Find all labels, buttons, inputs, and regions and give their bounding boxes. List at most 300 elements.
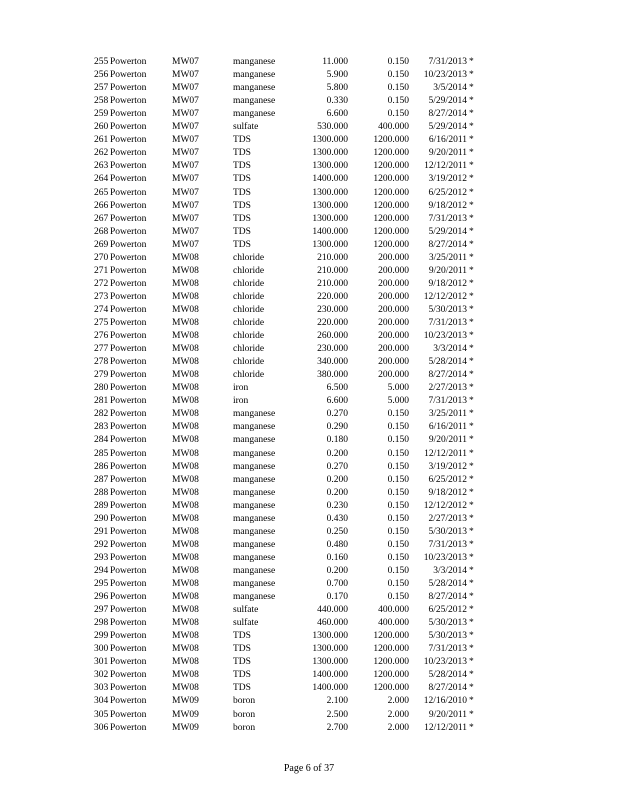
- record-id: 293: [94, 552, 109, 563]
- well-id: MW08: [172, 344, 199, 355]
- exceedance-flag: *: [469, 683, 474, 694]
- parameter-name: TDS: [233, 213, 251, 224]
- standard-limit: 1200.000: [373, 657, 409, 668]
- table-row: [0, 239, 618, 252]
- table-row: [0, 213, 618, 226]
- exceedance-flag: *: [469, 109, 474, 120]
- record-id: 292: [94, 539, 109, 550]
- standard-limit: 400.000: [378, 605, 409, 616]
- well-id: MW07: [172, 83, 199, 94]
- table-row: [0, 369, 618, 382]
- result-value: 1300.000: [312, 213, 348, 224]
- parameter-name: manganese: [233, 500, 276, 511]
- standard-limit: 1200.000: [373, 644, 409, 655]
- well-id: MW08: [172, 618, 199, 629]
- sample-date: 12/12/2011: [424, 448, 467, 459]
- well-id: MW08: [172, 487, 199, 498]
- record-id: 258: [94, 96, 109, 107]
- exceedance-flag: *: [469, 318, 474, 328]
- exceedance-flag: *: [469, 448, 474, 459]
- parameter-name: manganese: [233, 461, 276, 472]
- record-id: 273: [94, 291, 109, 302]
- parameter-name: TDS: [233, 239, 251, 250]
- site-name: Powerton: [110, 435, 147, 446]
- site-name: Powerton: [110, 513, 147, 524]
- parameter-name: chloride: [233, 331, 265, 342]
- site-name: Powerton: [110, 579, 147, 589]
- exceedance-flag: *: [469, 357, 474, 368]
- parameter-name: manganese: [233, 57, 276, 67]
- well-id: MW08: [172, 331, 199, 342]
- sample-date: 5/30/2013: [428, 631, 467, 642]
- result-value: 6.600: [326, 396, 348, 407]
- parameter-name: TDS: [233, 683, 251, 694]
- record-id: 285: [94, 448, 109, 459]
- record-id: 295: [94, 579, 109, 589]
- record-id: 269: [94, 239, 109, 250]
- standard-limit: 0.150: [387, 57, 409, 67]
- well-id: MW08: [172, 252, 199, 263]
- record-id: 283: [94, 422, 109, 433]
- result-value: 6.500: [326, 383, 348, 394]
- well-id: MW08: [172, 670, 199, 681]
- standard-limit: 200.000: [378, 331, 409, 342]
- table-row: [0, 317, 618, 330]
- record-id: 260: [94, 122, 109, 133]
- exceedance-flag: *: [469, 409, 474, 420]
- record-id: 262: [94, 148, 109, 159]
- sample-date: 5/29/2014: [428, 96, 467, 107]
- site-name: Powerton: [110, 500, 147, 511]
- standard-limit: 1200.000: [373, 631, 409, 642]
- well-id: MW07: [172, 161, 199, 172]
- result-value: 0.170: [326, 592, 348, 603]
- result-value: 0.250: [326, 526, 348, 537]
- sample-date: 10/23/2013: [423, 552, 467, 563]
- well-id: MW07: [172, 70, 199, 81]
- parameter-name: manganese: [233, 552, 276, 563]
- result-value: 6.600: [326, 109, 348, 120]
- sample-date: 9/18/2012: [428, 200, 467, 211]
- exceedance-flag: *: [469, 722, 474, 733]
- sample-date: 6/25/2012: [428, 474, 467, 485]
- table-row: [0, 500, 618, 513]
- table-row: [0, 630, 618, 643]
- table-row: [0, 173, 618, 186]
- record-id: 302: [94, 670, 109, 681]
- table-row: [0, 304, 618, 317]
- record-id: 263: [94, 161, 109, 172]
- site-name: Powerton: [110, 670, 147, 681]
- exceedance-flag: *: [469, 579, 474, 589]
- table-row: [0, 95, 618, 108]
- result-value: 230.000: [317, 344, 348, 355]
- sample-date: 3/5/2014: [433, 83, 467, 94]
- site-name: Powerton: [110, 552, 147, 563]
- result-value: 210.000: [317, 265, 348, 276]
- result-value: 11.000: [322, 57, 348, 67]
- sample-date: 12/12/2012: [423, 291, 467, 302]
- result-value: 0.180: [326, 435, 348, 446]
- parameter-name: TDS: [233, 657, 251, 668]
- site-name: Powerton: [110, 383, 147, 394]
- parameter-name: TDS: [233, 631, 251, 642]
- table-row: [0, 160, 618, 173]
- record-id: 304: [94, 696, 109, 707]
- record-id: 303: [94, 683, 109, 694]
- result-value: 1300.000: [312, 644, 348, 655]
- record-id: 299: [94, 631, 109, 642]
- site-name: Powerton: [110, 187, 147, 198]
- table-row: [0, 226, 618, 239]
- record-id: 291: [94, 526, 109, 537]
- site-name: Powerton: [110, 174, 147, 185]
- site-name: Powerton: [110, 200, 147, 211]
- standard-limit: 400.000: [378, 618, 409, 629]
- result-value: 1400.000: [312, 226, 348, 237]
- well-id: MW07: [172, 239, 199, 250]
- site-name: Powerton: [110, 304, 147, 315]
- site-name: Powerton: [110, 213, 147, 224]
- well-id: MW08: [172, 552, 199, 563]
- parameter-name: TDS: [233, 644, 251, 655]
- parameter-name: manganese: [233, 526, 276, 537]
- site-name: Powerton: [110, 70, 147, 81]
- exceedance-flag: *: [469, 278, 474, 289]
- exceedance-flag: *: [469, 83, 474, 94]
- exceedance-flag: *: [469, 135, 474, 146]
- table-row: [0, 578, 618, 591]
- standard-limit: 1200.000: [373, 213, 409, 224]
- well-id: MW08: [172, 605, 199, 616]
- exceedance-flag: *: [469, 239, 474, 250]
- result-value: 1400.000: [312, 174, 348, 185]
- parameter-name: chloride: [233, 370, 265, 381]
- well-id: MW08: [172, 409, 199, 420]
- result-value: 460.000: [317, 618, 348, 629]
- exceedance-flag: *: [469, 396, 474, 407]
- table-row: [0, 200, 618, 213]
- exceedance-flag: *: [469, 422, 474, 433]
- exceedance-flag: *: [469, 592, 474, 603]
- exceedance-flag: *: [469, 513, 474, 524]
- site-name: Powerton: [110, 135, 147, 146]
- exceedance-flag: *: [469, 96, 474, 107]
- well-id: MW08: [172, 448, 199, 459]
- well-id: MW07: [172, 213, 199, 224]
- sample-date: 5/29/2014: [428, 226, 467, 237]
- standard-limit: 0.150: [387, 435, 409, 446]
- exceedance-flag: *: [469, 122, 474, 133]
- parameter-name: chloride: [233, 344, 265, 355]
- sample-date: 8/27/2014: [428, 239, 467, 250]
- sample-date: 5/30/2013: [428, 304, 467, 315]
- standard-limit: 0.150: [387, 448, 409, 459]
- record-id: 270: [94, 252, 109, 263]
- table-row: [0, 382, 618, 395]
- record-id: 287: [94, 474, 109, 485]
- sample-date: 12/16/2010: [423, 696, 467, 707]
- table-row: [0, 643, 618, 656]
- well-id: MW08: [172, 592, 199, 603]
- standard-limit: 0.150: [387, 592, 409, 603]
- exceedance-flag: *: [469, 344, 474, 355]
- record-id: 306: [94, 722, 109, 733]
- well-id: MW08: [172, 657, 199, 668]
- table-row: [0, 591, 618, 604]
- sample-date: 5/29/2014: [428, 122, 467, 133]
- standard-limit: 1200.000: [373, 148, 409, 159]
- standard-limit: 1200.000: [373, 200, 409, 211]
- well-id: MW07: [172, 200, 199, 211]
- site-name: Powerton: [110, 631, 147, 642]
- record-id: 279: [94, 370, 109, 381]
- site-name: Powerton: [110, 422, 147, 433]
- table-row: [0, 291, 618, 304]
- sample-date: 9/18/2012: [428, 278, 467, 289]
- well-id: MW08: [172, 579, 199, 589]
- parameter-name: manganese: [233, 409, 276, 420]
- well-id: MW08: [172, 644, 199, 655]
- sample-date: 3/19/2012: [428, 174, 467, 185]
- standard-limit: 0.150: [387, 500, 409, 511]
- sample-date: 12/12/2011: [424, 722, 467, 733]
- record-id: 284: [94, 435, 109, 446]
- sample-date: 5/28/2014: [428, 579, 467, 589]
- sample-date: 7/31/2013: [428, 396, 467, 407]
- result-value: 0.290: [326, 422, 348, 433]
- result-value: 5.900: [326, 70, 348, 81]
- well-id: MW09: [172, 722, 199, 733]
- parameter-name: chloride: [233, 265, 265, 276]
- table-row: [0, 434, 618, 447]
- result-value: 220.000: [317, 291, 348, 302]
- table-row: [0, 695, 618, 708]
- table-row: [0, 278, 618, 291]
- parameter-name: TDS: [233, 187, 251, 198]
- standard-limit: 1200.000: [373, 135, 409, 146]
- well-id: MW08: [172, 539, 199, 550]
- exceedance-flag: *: [469, 383, 474, 394]
- site-name: Powerton: [110, 57, 147, 67]
- table-row: [0, 69, 618, 82]
- table-row: [0, 539, 618, 552]
- well-id: MW07: [172, 122, 199, 133]
- well-id: MW07: [172, 135, 199, 146]
- site-name: Powerton: [110, 526, 147, 537]
- parameter-name: TDS: [233, 148, 251, 159]
- table-row: [0, 82, 618, 95]
- standard-limit: 0.150: [387, 83, 409, 94]
- site-name: Powerton: [110, 96, 147, 107]
- site-name: Powerton: [110, 148, 147, 159]
- sample-date: 9/20/2011: [428, 265, 467, 276]
- standard-limit: 200.000: [378, 370, 409, 381]
- site-name: Powerton: [110, 565, 147, 576]
- standard-limit: 200.000: [378, 291, 409, 302]
- record-id: 274: [94, 304, 109, 315]
- parameter-name: manganese: [233, 592, 276, 603]
- well-id: MW08: [172, 526, 199, 537]
- exceedance-flag: *: [469, 696, 474, 707]
- standard-limit: 200.000: [378, 278, 409, 289]
- record-id: 286: [94, 461, 109, 472]
- result-value: 1400.000: [312, 683, 348, 694]
- standard-limit: 200.000: [378, 265, 409, 276]
- sample-date: 10/23/2013: [423, 70, 467, 81]
- standard-limit: 200.000: [378, 304, 409, 315]
- site-name: Powerton: [110, 252, 147, 263]
- table-row: [0, 552, 618, 565]
- record-id: 271: [94, 265, 109, 276]
- well-id: MW08: [172, 474, 199, 485]
- record-id: 294: [94, 565, 109, 576]
- exceedance-flag: *: [469, 304, 474, 315]
- record-id: 280: [94, 383, 109, 394]
- site-name: Powerton: [110, 448, 147, 459]
- standard-limit: 0.150: [387, 579, 409, 589]
- table-row: [0, 656, 618, 669]
- sample-date: 12/12/2011: [424, 161, 467, 172]
- record-id: 300: [94, 644, 109, 655]
- site-name: Powerton: [110, 109, 147, 120]
- well-id: MW08: [172, 291, 199, 302]
- record-id: 305: [94, 709, 109, 720]
- site-name: Powerton: [110, 83, 147, 94]
- sample-date: 10/23/2013: [423, 331, 467, 342]
- well-id: MW08: [172, 461, 199, 472]
- parameter-name: chloride: [233, 291, 265, 302]
- standard-limit: 0.150: [387, 96, 409, 107]
- page-number: Page 6 of 37: [283, 763, 335, 774]
- table-row: [0, 682, 618, 695]
- site-name: Powerton: [110, 278, 147, 289]
- sample-date: 2/27/2013: [428, 383, 467, 394]
- exceedance-flag: *: [469, 631, 474, 642]
- table-row: [0, 187, 618, 200]
- standard-limit: 0.150: [387, 409, 409, 420]
- well-id: MW08: [172, 422, 199, 433]
- table-row: [0, 265, 618, 278]
- sample-date: 12/12/2012: [423, 500, 467, 511]
- record-id: 257: [94, 83, 109, 94]
- parameter-name: chloride: [233, 318, 265, 328]
- well-id: MW08: [172, 683, 199, 694]
- parameter-name: boron: [233, 696, 256, 707]
- exceedance-flag: *: [469, 213, 474, 224]
- parameter-name: sulfate: [233, 618, 259, 629]
- sample-date: 3/25/2011: [428, 252, 467, 263]
- parameter-name: manganese: [233, 565, 276, 576]
- result-value: 2.500: [326, 709, 348, 720]
- sample-date: 5/28/2014: [428, 357, 467, 368]
- sample-date: 3/25/2011: [428, 409, 467, 420]
- table-row: [0, 709, 618, 722]
- exceedance-flag: *: [469, 552, 474, 563]
- result-value: 1300.000: [312, 239, 348, 250]
- exceedance-flag: *: [469, 174, 474, 185]
- exceedance-flag: *: [469, 148, 474, 159]
- sample-date: 5/30/2013: [428, 618, 467, 629]
- well-id: MW07: [172, 148, 199, 159]
- site-name: Powerton: [110, 357, 147, 368]
- table-row: [0, 513, 618, 526]
- site-name: Powerton: [110, 265, 147, 276]
- result-value: 5.800: [326, 83, 348, 94]
- sample-date: 3/3/2014: [433, 565, 467, 576]
- well-id: MW08: [172, 318, 199, 328]
- exceedance-flag: *: [469, 435, 474, 446]
- exceedance-flag: *: [469, 57, 474, 67]
- site-name: Powerton: [110, 618, 147, 629]
- table-row: [0, 395, 618, 408]
- parameter-name: manganese: [233, 83, 276, 94]
- table-row: [0, 121, 618, 134]
- exceedance-flag: *: [469, 161, 474, 172]
- result-value: 0.200: [326, 448, 348, 459]
- site-name: Powerton: [110, 331, 147, 342]
- parameter-name: manganese: [233, 539, 276, 550]
- parameter-name: chloride: [233, 252, 265, 263]
- parameter-name: TDS: [233, 161, 251, 172]
- record-id: 277: [94, 344, 109, 355]
- table-row: [0, 421, 618, 434]
- result-value: 0.270: [326, 461, 348, 472]
- record-id: 267: [94, 213, 109, 224]
- exceedance-flag: *: [469, 657, 474, 668]
- exceedance-flag: *: [469, 644, 474, 655]
- standard-limit: 2.000: [387, 722, 409, 733]
- sample-date: 5/30/2013: [428, 526, 467, 537]
- exceedance-flag: *: [469, 618, 474, 629]
- well-id: MW07: [172, 174, 199, 185]
- site-name: Powerton: [110, 291, 147, 302]
- exceedance-flag: *: [469, 539, 474, 550]
- result-value: 0.230: [326, 500, 348, 511]
- sample-date: 5/28/2014: [428, 670, 467, 681]
- parameter-name: manganese: [233, 448, 276, 459]
- record-id: 282: [94, 409, 109, 420]
- standard-limit: 1200.000: [373, 226, 409, 237]
- table-row: [0, 147, 618, 160]
- site-name: Powerton: [110, 592, 147, 603]
- table-row: [0, 343, 618, 356]
- site-name: Powerton: [110, 657, 147, 668]
- exceedance-flag: *: [469, 226, 474, 237]
- parameter-name: sulfate: [233, 605, 259, 616]
- exceedance-flag: *: [469, 291, 474, 302]
- sample-date: 2/27/2013: [428, 513, 467, 524]
- sample-date: 6/16/2011: [428, 135, 467, 146]
- parameter-name: chloride: [233, 357, 265, 368]
- exceedance-flag: *: [469, 487, 474, 498]
- result-value: 0.330: [326, 96, 348, 107]
- result-value: 0.160: [326, 552, 348, 563]
- result-value: 0.200: [326, 487, 348, 498]
- record-id: 259: [94, 109, 109, 120]
- result-value: 2.700: [326, 722, 348, 733]
- sample-date: 3/19/2012: [428, 461, 467, 472]
- standard-limit: 200.000: [378, 252, 409, 263]
- standard-limit: 0.150: [387, 552, 409, 563]
- exceedance-flag: *: [469, 605, 474, 616]
- exceedance-flag: *: [469, 265, 474, 276]
- result-value: 1300.000: [312, 161, 348, 172]
- parameter-name: TDS: [233, 135, 251, 146]
- result-value: 1300.000: [312, 135, 348, 146]
- parameter-name: chloride: [233, 278, 265, 289]
- record-id: 256: [94, 70, 109, 81]
